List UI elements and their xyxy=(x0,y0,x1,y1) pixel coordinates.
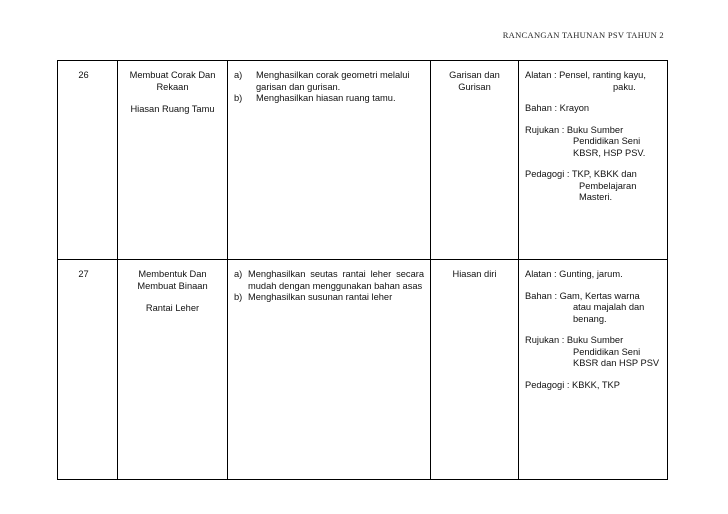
resource-alatan: Alatan : Gunting, jarum. xyxy=(525,269,623,279)
resource-rujukan: Rujukan : Buku Sumber Pendidikan Seni KBSR dan HSP PSV xyxy=(525,335,660,368)
objective-text: Menghasilkan seutas rantai leher secara mudah dengan menggunakan bahan asas xyxy=(248,269,424,291)
technique-cell xyxy=(431,61,519,260)
objective-item xyxy=(234,93,424,105)
resources-cell xyxy=(519,260,668,480)
topic-line: Membuat Binaan xyxy=(137,280,208,291)
yearly-plan-table xyxy=(57,60,668,480)
objective-label: a) xyxy=(234,70,243,80)
objectives-cell xyxy=(228,61,431,260)
objective-line: Menghasilkan hiasan ruang tamu. xyxy=(256,93,396,103)
technique-line: Garisan dan xyxy=(449,70,500,80)
technique-cell xyxy=(431,260,519,480)
objective-label: b) xyxy=(234,93,243,103)
topic-cell xyxy=(118,260,228,480)
topic-cell xyxy=(118,61,228,260)
objective-line: Menghasilkan corak geometri melalui xyxy=(256,70,410,80)
objective-item xyxy=(234,70,424,93)
technique-line: Hiasan diri xyxy=(452,269,497,279)
week-number: 27 xyxy=(58,260,118,480)
resource-pedagogi: Pedagogi : KBKK, TKP xyxy=(525,379,620,390)
objectives-cell xyxy=(228,260,431,480)
technique-line: Gurisan xyxy=(458,81,491,92)
resource-bahan: Bahan : Gam, Kertas warna atau majalah dan benang. xyxy=(525,290,645,324)
resource-alatan: Alatan : Pensel, ranting kayu, paku. xyxy=(525,70,646,92)
topic-line: Membuat Corak Dan xyxy=(129,70,216,80)
subtopic: Hiasan Ruang Tamu xyxy=(130,104,215,114)
table-row xyxy=(58,260,668,480)
objective-label: b) xyxy=(234,292,243,302)
subtopic: Rantai Leher xyxy=(145,303,200,313)
document-header: RANCANGAN TAHUNAN PSV TAHUN 2 xyxy=(502,30,664,40)
objective-item xyxy=(234,269,424,292)
topic-line: Rekaan xyxy=(156,81,189,92)
topic-line: Membentuk Dan xyxy=(138,269,207,279)
resource-bahan: Bahan : Krayon xyxy=(525,103,590,113)
table-row xyxy=(58,61,668,260)
week-number: 26 xyxy=(58,61,118,260)
resource-pedagogi: Pedagogi : TKP, KBKK dan Pembelajaran Masteri. xyxy=(525,169,637,202)
objective-text: Menghasilkan susunan rantai leher xyxy=(248,292,393,302)
resource-rujukan: Rujukan : Buku Sumber Pendidikan Seni KBSR, HSP PSV. xyxy=(525,124,646,158)
objective-item xyxy=(234,292,424,304)
objective-line: garisan dan gurisan. xyxy=(256,81,341,92)
objective-label: a) xyxy=(234,269,243,279)
resources-cell xyxy=(519,61,668,260)
